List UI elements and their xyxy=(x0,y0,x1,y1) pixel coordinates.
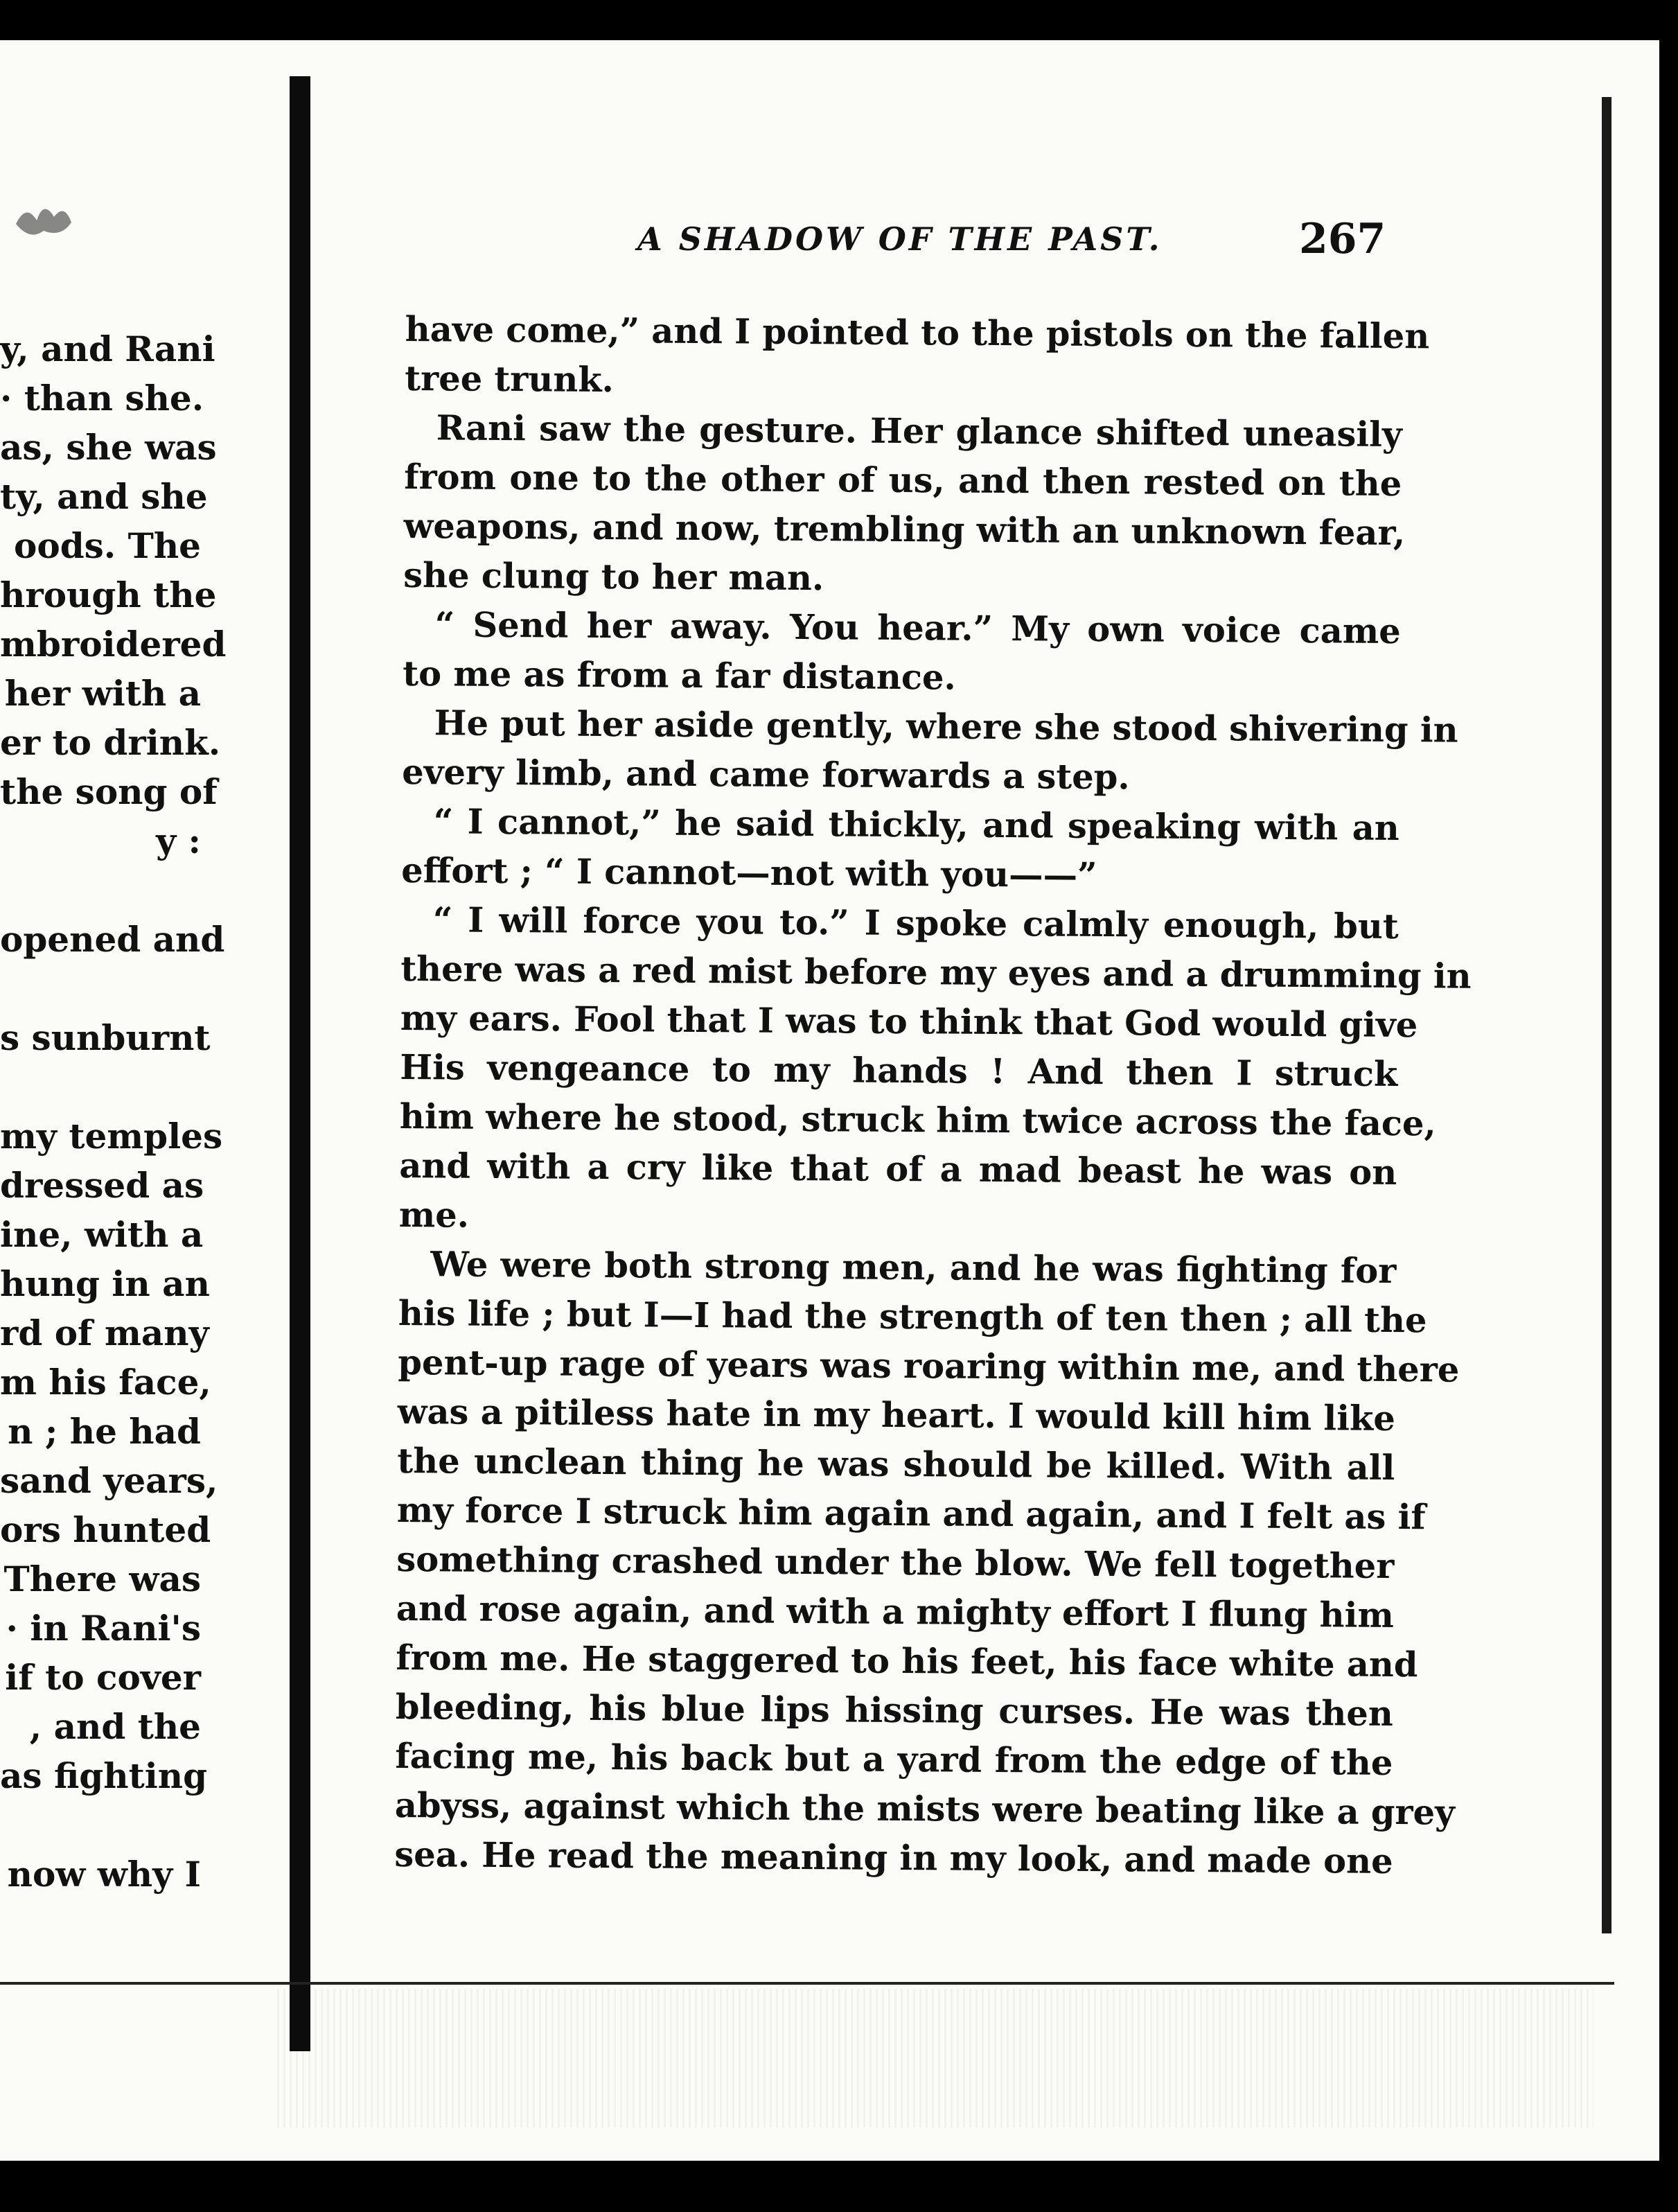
text-line: every limb, and came forwards a step. xyxy=(402,751,1130,798)
text-line: from me. He staggered to his feet, his face white and xyxy=(396,1637,1418,1685)
page-body-text xyxy=(394,305,1472,1886)
facing-page-line: ine, with a xyxy=(0,1214,204,1255)
text-line: “ I will force you to.” I spoke calmly enough, but xyxy=(432,899,1399,947)
text-line: have come,” and I pointed to the pistols on the fallen xyxy=(405,308,1430,357)
text-line: His vengeance to my hands ! And then I struck xyxy=(400,1046,1398,1095)
scan-bottom-rule xyxy=(0,1982,1614,1985)
facing-page-line xyxy=(0,866,201,915)
facing-page-line: n ; he had xyxy=(8,1411,201,1452)
text-line: the unclean thing he was should be killed. With all xyxy=(397,1440,1395,1489)
text-line: my ears. Fool that I was to think that God would give xyxy=(400,997,1418,1046)
facing-page-line: s sunburnt xyxy=(0,1017,211,1058)
facing-page-line: m his face, xyxy=(0,1362,211,1403)
facing-page-line: oods. The xyxy=(14,525,201,566)
facing-page-line: the song of xyxy=(0,771,218,812)
text-line: my force I struck him again and again, and I felt as if xyxy=(396,1489,1426,1538)
text-line: weapons, and now, trembling with an unknown fear, xyxy=(403,505,1406,554)
facing-page-line: mbroidered xyxy=(0,624,227,665)
text-line: me. xyxy=(398,1194,470,1236)
facing-page-line: · than she. xyxy=(0,378,204,419)
facing-page-line: There was xyxy=(3,1559,201,1599)
facing-page-line: her with a xyxy=(4,673,201,714)
text-line: was a pitiless hate in my heart. I would kill him like xyxy=(397,1391,1396,1439)
text-line: We were both strong men, and he was fighting for xyxy=(430,1244,1397,1292)
facing-page-line: if to cover xyxy=(5,1657,201,1698)
facing-page-line: rd of many xyxy=(0,1313,209,1353)
facing-page-line xyxy=(0,1062,201,1112)
scan-border xyxy=(0,2161,1678,2212)
text-line: and with a cry like that of a mad beast he was on xyxy=(399,1145,1397,1193)
text-line: from one to the other of us, and then rested on the xyxy=(404,456,1402,504)
text-line: she clung to her man. xyxy=(403,554,824,599)
facing-page-line: sand years, xyxy=(0,1460,218,1501)
paragraph xyxy=(403,403,1406,607)
text-line: sea. He read the meaning in my look, and made one xyxy=(394,1834,1393,1882)
text-line: there was a red mist before my eyes and a drumming in xyxy=(400,948,1472,997)
facing-page-line: dressed as xyxy=(0,1165,204,1206)
facing-page-line: , and the xyxy=(29,1706,201,1747)
facing-page-line: y, and Rani xyxy=(0,328,215,369)
paragraph xyxy=(403,600,1401,705)
scan-noise xyxy=(277,1989,1593,2127)
facing-page-line: as fighting xyxy=(0,1755,208,1796)
text-line: He put her aside gently, where she stood shivering in xyxy=(434,703,1458,750)
paragraph xyxy=(405,305,1430,410)
ornament-icon xyxy=(12,196,75,245)
facing-page-line xyxy=(0,1800,201,1850)
gutter-shadow xyxy=(290,76,310,2051)
facing-page-line: · in Rani's xyxy=(6,1608,201,1649)
paragraph xyxy=(398,895,1472,1247)
paragraph xyxy=(401,797,1399,902)
text-line: something crashed under the blow. We fell together xyxy=(396,1538,1395,1587)
facing-page-line: opened and xyxy=(0,919,225,960)
running-head: A SHADOW OF THE PAST. xyxy=(637,220,1163,258)
text-line: abyss, against which the mists were beating like a grey xyxy=(394,1784,1456,1833)
text-line: facing me, his back but a yard from the edge of the xyxy=(395,1735,1393,1784)
facing-page-line: hrough the xyxy=(0,574,217,615)
text-line: bleeding, his blue lips hissing curses. He was then xyxy=(395,1686,1394,1735)
facing-page-text xyxy=(0,324,227,1899)
page-number: 267 xyxy=(1299,215,1386,263)
text-line: tree trunk. xyxy=(405,358,615,401)
facing-page-line: y : xyxy=(156,820,201,861)
text-line: to me as from a far distance. xyxy=(403,653,956,698)
text-line: “ I cannot,” he said thickly, and speaking with an xyxy=(433,801,1399,849)
facing-page-line: now why I xyxy=(7,1854,201,1895)
facing-page-fragment xyxy=(0,40,290,1967)
facing-page-line: er to drink. xyxy=(0,722,221,763)
paragraph xyxy=(394,1240,1460,1886)
text-line: his life ; but I—I had the strength of ten then ; all the xyxy=(398,1292,1427,1341)
text-line: and rose again, and with a mighty effort I flung him xyxy=(396,1588,1395,1636)
facing-page-line xyxy=(0,964,201,1013)
facing-page-line: ors hunted xyxy=(0,1509,211,1550)
text-line: Rani saw the gesture. Her glance shifted uneasily xyxy=(436,407,1402,455)
facing-page-line: ty, and she xyxy=(0,476,208,517)
text-line: him where he stood, struck him twice across the face, xyxy=(399,1096,1436,1144)
facing-page-line: hung in an xyxy=(0,1263,210,1304)
text-line: effort ; “ I cannot—not with you——” xyxy=(401,850,1097,895)
facing-page-line: my temples xyxy=(0,1116,223,1157)
text-line: pent-up rage of years was roaring within me, and there xyxy=(398,1342,1460,1390)
text-line: “ Send her away. You hear.” My own voice came xyxy=(434,604,1401,652)
facing-page-line: as, she was xyxy=(0,427,217,468)
paragraph xyxy=(402,699,1458,804)
